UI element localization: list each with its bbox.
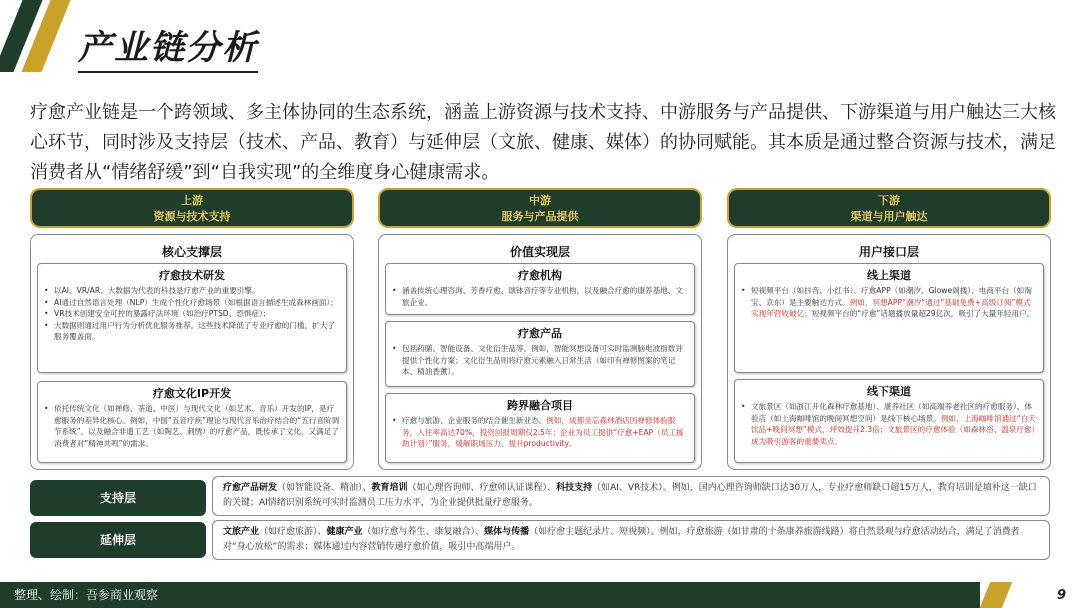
bullet-list (392, 285, 688, 308)
layer-keyword: 教育培训 (371, 483, 408, 493)
card-title: 疗愈产品 (518, 327, 562, 340)
stream-header-subtitle: 资源与技术支持 (153, 210, 231, 223)
bullet-list (392, 415, 688, 450)
card-cross-industry (385, 393, 695, 463)
list-item (741, 285, 1037, 320)
card-healing-products (385, 321, 695, 387)
stream-header-subtitle: 服务与产品提供 (501, 210, 579, 223)
bullet-list (741, 285, 1037, 320)
layer-text: （如心理咨询师、疗愈师认证课程）、 (407, 483, 557, 493)
card-title: 跨界融合项目 (507, 399, 573, 412)
layer-text: （如智能设备、精油）、 (277, 483, 372, 493)
intro-paragraph: 疗愈产业链是一个跨领域、多主体协同的生态系统，涵盖上游资源与技术支持、中游服务与产品提供、下游渠道与用户触达三大核心环节，同时涉及支持层（技术、产品、教育）与延伸层（文旅、健康、媒体）的协同赋能。其本质是通过整合资源与技术，满足消费者从“情绪舒缓”到“自我实现”的全维度身心健康需求。 (30, 102, 1056, 183)
layer-text: （如疗愈旅游）、 (259, 527, 327, 537)
layer-text: （如疗愈与养生、康复融合）、 (362, 527, 485, 537)
layer-keyword: 科技支持 (556, 483, 593, 493)
stream-header-midstream (378, 188, 702, 228)
list-item (392, 415, 688, 450)
item-text: 文旅景区（如浙江开化森林疗愈基地）、康养社区（如高端养老社区的疗愈服务）、体验店（如上海咖啡馆的晚间冥想空间）是线下核心场景。 (751, 402, 1032, 423)
stream-header-title: 中游 (529, 194, 551, 207)
column-user-interface (727, 234, 1051, 470)
layer-text: （如AI、VR技术）。例如，国内心理咨询师缺口达30万人，专业疗愈师缺口超15万人，教育培训是填补这一缺口的关键；AI情绪识别系统可实时监测员工压力水平，为企业提供批量疗愈服务。 (223, 483, 1037, 508)
column-title: 价值实现层 (509, 245, 570, 259)
layer-content-extension (212, 520, 1050, 560)
stream-header-downstream (727, 188, 1051, 228)
bullet-list (44, 403, 340, 449)
highlight-text: 例如，上海咖啡馆通过“白天饮品+晚间冥想”模式，坪效提升2.3倍；文旅景区的疗愈体验（如森林浴、温泉疗愈）成为吸引游客的重要卖点。 (751, 413, 1036, 446)
list-item: • 大数据则通过用户行为分析优化服务推荐。这些技术降低了专业疗愈的门槛，扩大了服务覆盖面。 (44, 320, 340, 343)
bullet-list (44, 285, 340, 343)
bullet-list (392, 343, 688, 378)
list-item: • VR技术创建安全可控的暴露疗法环境（如治疗PTSD、恐惧症）； (44, 308, 340, 320)
footer-accent-stripe (980, 582, 1013, 608)
item-text: 短视频平台（如抖音、小红书）、疗愈APP（如潮汐、Glowe阁楼）、电商平台（如淘宝、京东）是主要触达方式。 (751, 286, 1032, 307)
list-item: • 以AI、VR/AR、大数据为代表的科技是疗愈产业的重要引擎。 (44, 285, 340, 297)
page-title: 产业链分析 (78, 20, 258, 73)
item-text: 短视频平台的“疗愈”话题播放量超29亿次，吸引了大量年轻用户。 (811, 309, 1035, 318)
column-value-realization (378, 234, 702, 470)
stream-header-subtitle: 渠道与用户触达 (850, 210, 928, 223)
footer-bar (0, 582, 980, 608)
highlight-text: 例如，冥想APP“潮汐”通过“基础免费+高级订阅”模式实现年营收破亿； (751, 297, 1031, 318)
layer-content-support (212, 476, 1050, 516)
stream-header-title: 上游 (181, 194, 203, 207)
page-number: 9 (1056, 588, 1066, 603)
card-title: 疗愈文化IP开发 (152, 387, 232, 400)
column-core-support (30, 234, 354, 470)
card-title: 疗愈机构 (518, 269, 562, 282)
item-text: 疗愈与旅游、企业服务的结合催生新业态。 (402, 416, 547, 425)
card-culture-ip (37, 381, 347, 463)
list-item (741, 401, 1037, 447)
card-offline-channels (734, 379, 1044, 463)
layer-keyword: 疗愈产品研发 (223, 483, 278, 493)
card-healing-tech-rd (37, 263, 347, 373)
footer-credit: 整理、绘制：吾参商业观察 (14, 588, 159, 602)
highlight-text: 例如，成都坐忘森林酒店因禅修体验服务，入住率高达70%，投资回报周期仅2.5年；企业为员工提供“疗愈+EAP（员工援助计划）”服务，缓解职场压力，提升productivity。 (402, 416, 684, 448)
stream-header-title: 下游 (878, 194, 900, 207)
list-item: • 依托传统文化（如禅修、茶道、中医）与现代文化（如艺术、音乐）开发的IP，是疗愈服务的差异化核心。例如，中国“五音疗疾”理论与现代音乐治疗结合的“五行音阶调节系统”，以及融合非遗工艺（如陶艺、刺绣）的疗愈产品，既传承了文化，又满足了消费者对“精神共鸣”的需求。 (44, 403, 340, 449)
layer-keyword: 文旅产业 (223, 527, 260, 537)
card-online-channels (734, 263, 1044, 373)
column-title: 核心支撑层 (161, 245, 222, 259)
bullet-list (741, 401, 1037, 447)
layer-label-extension: 延伸层 (30, 522, 206, 558)
stream-header-upstream (30, 188, 354, 228)
card-title: 疗愈技术研发 (159, 269, 225, 282)
list-item: • 涵盖传统心理咨询、芳香疗愈、颂钵音疗等专业机构，以及融合疗愈的康养基地、文旅企业。 (392, 285, 688, 308)
layer-text: （如疗愈主题纪录片、短视频）。例如，疗愈旅游（如甘肃的十条康养旅游线路）将自然景观与疗愈活动结合，满足了消费者对“身心放松”的需求；媒体通过内容营销传递疗愈价值，吸引中高端用户。 (223, 527, 1020, 552)
list-item: • AI通过自然语言处理（NLP）生成个性化疗愈场景（如根据语言描述生成森林画面）； (44, 297, 340, 309)
layer-label-support: 支持层 (30, 480, 206, 516)
layer-keyword: 媒体与传播 (484, 527, 530, 537)
card-title: 线上渠道 (867, 269, 911, 282)
column-title: 用户接口层 (858, 245, 919, 259)
card-title: 线下渠道 (867, 385, 911, 398)
layer-keyword: 健康产业 (326, 527, 363, 537)
card-healing-institutions (385, 263, 695, 315)
list-item: • 包括药膳、智能设备、文化衍生品等。例如，智能冥想设备可实时监测脑电波指数并提供个性化方案；文化衍生品则将疗愈元素融入日常生活（如印有禅修图案的笔记本、精油香薰）。 (392, 343, 688, 378)
